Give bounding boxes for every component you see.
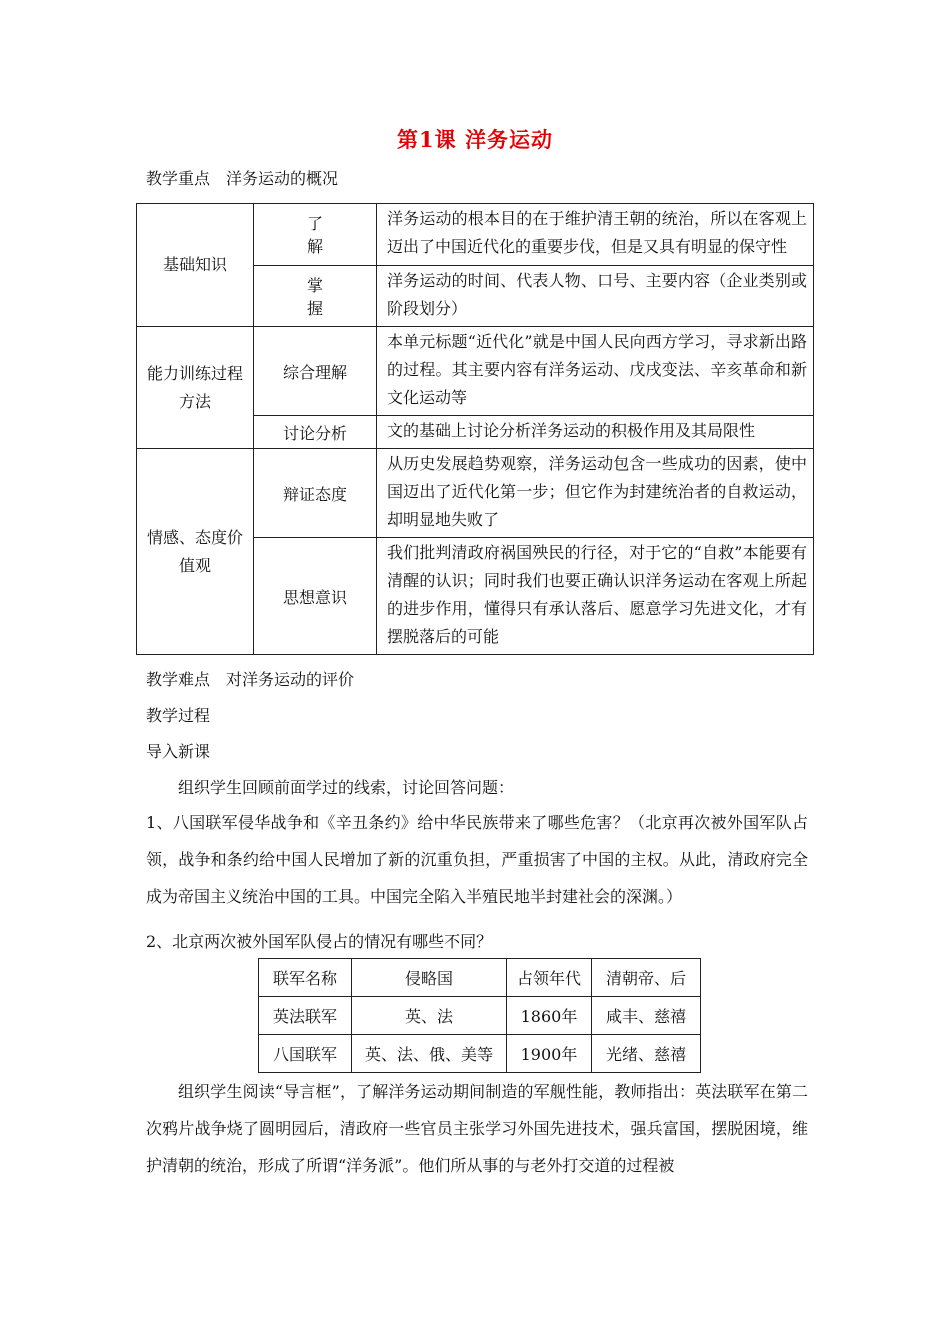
- table-cell: 英法联军: [259, 997, 352, 1035]
- level-cell: 掌 握: [254, 265, 377, 327]
- column-header: 侵略国: [352, 959, 507, 997]
- teaching-difficulty-label: 教学难点: [146, 670, 211, 689]
- process-heading: 教学过程: [146, 706, 211, 725]
- content-cell: 我们批判清政府祸国殃民的行径，对于它的“自救”本能要有清醒的认识；同时我们也要正确认识洋务运动在客观上所起的进步作用，懂得只有承认落后、愿意学习先进文化，才有摆脱落后的可能: [377, 538, 814, 655]
- question-2: 2、北京两次被外国军队侵占的情况有哪些不同？: [146, 932, 493, 951]
- level-cell: 辩证态度: [254, 449, 377, 538]
- column-header: 联军名称: [259, 959, 352, 997]
- column-header: 清朝帝、后: [592, 959, 701, 997]
- teaching-focus: [146, 166, 338, 189]
- column-header: 占领年代: [507, 959, 592, 997]
- teaching-difficulty-text: 对洋务运动的评价: [226, 670, 355, 689]
- level-cell: 综合理解: [254, 327, 377, 416]
- table-cell: 英、法: [352, 997, 507, 1035]
- lesson-title: 第1课 洋务运动: [397, 127, 553, 152]
- table-cell: 1900年: [507, 1035, 592, 1073]
- category-cell: 能力训练过程方法: [137, 327, 254, 449]
- content-cell: 本单元标题“近代化”就是中国人民向西方学习，寻求新出路的过程。其主要内容有洋务运动、戊戌变法、辛亥革命和新文化运动等: [377, 327, 814, 416]
- level-cell: 了 解: [254, 204, 377, 266]
- teaching-focus-text: 洋务运动的概况: [226, 169, 339, 188]
- table-cell: 英、法、俄、美等: [352, 1035, 507, 1073]
- table-cell: 八国联军: [259, 1035, 352, 1073]
- intro-text: 组织学生回顾前面学过的线索，讨论回答问题：: [178, 778, 515, 797]
- table-row: [259, 997, 701, 1035]
- level-cell: 思想意识: [254, 538, 377, 655]
- content-cell: 文的基础上讨论分析洋务运动的积极作用及其局限性: [377, 416, 814, 449]
- category-cell: 情感、态度价 值观: [137, 449, 254, 655]
- table-header-row: [259, 959, 701, 997]
- armies-table: [258, 958, 701, 1073]
- teaching-difficulty: [146, 667, 354, 690]
- content-cell: 从历史发展趋势观察，洋务运动包含一些成功的因素，使中国迈出了近代化第一步；但它作为封建统治者的自救运动，却明显地失败了: [377, 449, 814, 538]
- teaching-focus-label: 教学重点: [146, 169, 211, 188]
- category-cell: 基础知识: [137, 204, 254, 327]
- question-1: 1、八国联军侵华战争和《辛丑条约》给中华民族带来了哪些危害？（北京再次被外国军队占领，战争和条约给中国人民增加了新的沉重负担，严重损害了中国的主权。从此，清政府完全成为帝国主义统治中国的工具。中国完全陷入半殖民地半封建社会的深渊。）: [146, 813, 808, 906]
- intro-heading: 导入新课: [146, 742, 211, 761]
- content-cell: 洋务运动的根本目的在于维护清王朝的统治，所以在客观上迈出了中国近代化的重要步伐，但是又具有明显的保守性: [377, 204, 814, 266]
- content-cell: 洋务运动的时间、代表人物、口号、主要内容（企业类别或阶段划分）: [377, 265, 814, 327]
- table-row: [137, 327, 814, 416]
- table-cell: 咸丰、慈禧: [592, 997, 701, 1035]
- table-row: [137, 449, 814, 538]
- table-cell: 1860年: [507, 997, 592, 1035]
- objectives-table: [136, 203, 814, 655]
- level-cell: 讨论分析: [254, 416, 377, 449]
- table-row: [137, 204, 814, 266]
- table-cell: 光绪、慈禧: [592, 1035, 701, 1073]
- closing-paragraph: 组织学生阅读“导言框”，了解洋务运动期间制造的军舰性能，教师指出：英法联军在第二次鸦片战争烧了圆明园后，清政府一些官员主张学习外国先进技术，强兵富国，摆脱困境，维护清朝的统治，形成了所谓“洋务派”。他们所从事的与老外打交道的过程被: [146, 1082, 808, 1175]
- table-row: [259, 1035, 701, 1073]
